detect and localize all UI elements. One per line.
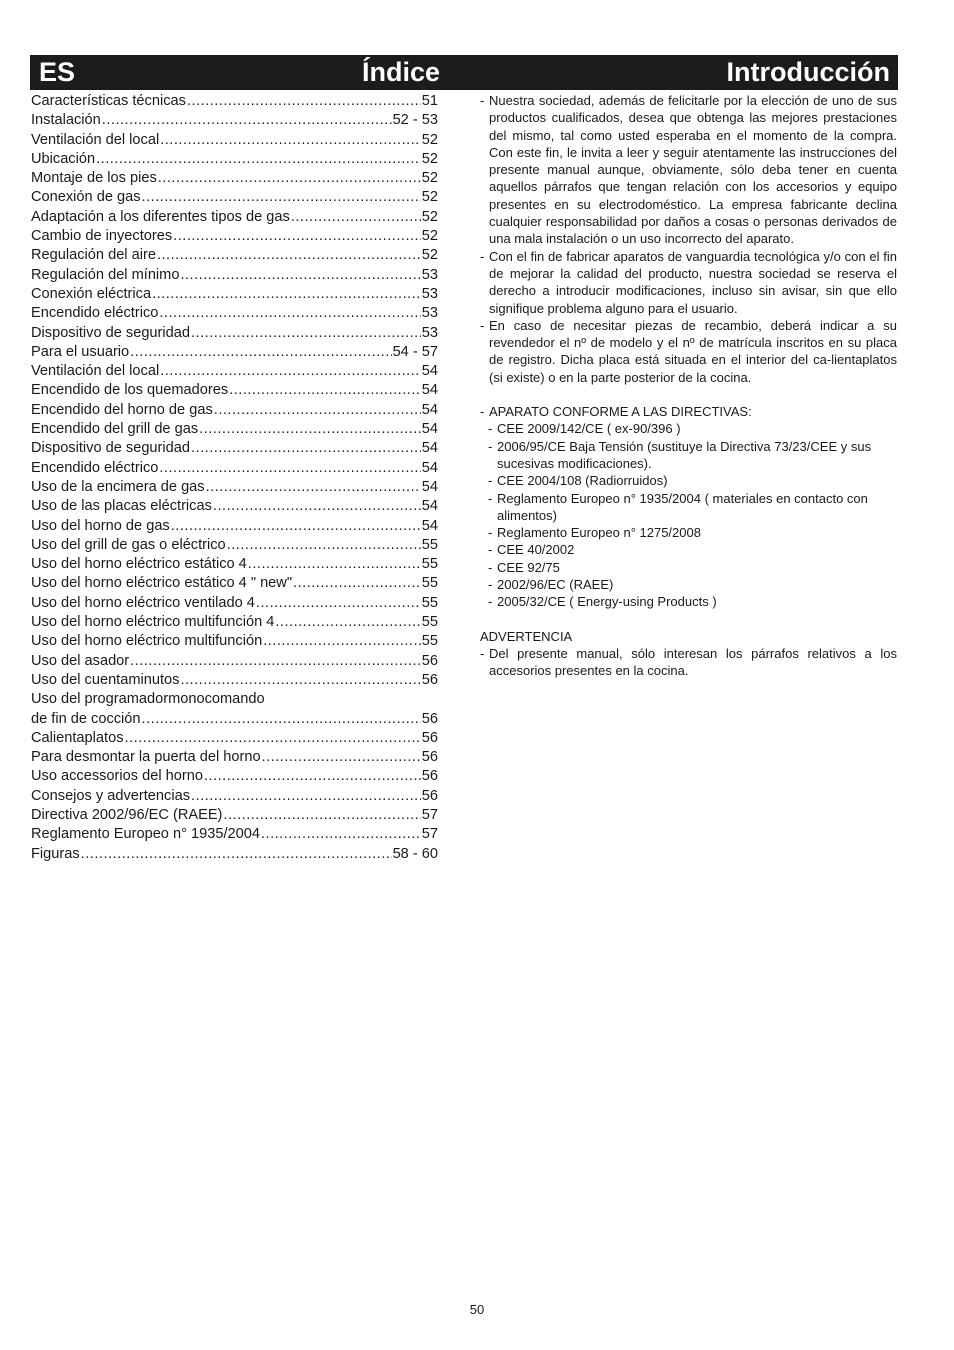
toc-entry <box>31 208 438 227</box>
toc-entry <box>31 632 438 651</box>
bullet-dash: - <box>488 525 493 541</box>
toc-entry-page: 52 <box>421 189 438 206</box>
intro-paragraph-text: Nuestra sociedad, además de felicitarle por la elección de uno de sus productos cualificados, desea que obtenga las mejores prestaciones del mismo, tal como usted esperaba en el momento de la compra. Con este fin, le invita a leer y seguir atentamente las instrucciones del presente manual aunque, obviamente, sólo deba tener en cuenta aquellos párrafos que tengan relación con los accesorios y equipo presentes en su electrodoméstico. La empresa fabricante declina cualquier responsabilidad por daños a cosas o personas derivados de una mala instalación o un uso incorrecto del aparato. <box>489 93 897 247</box>
bullet-dash: - <box>488 421 493 437</box>
toc-entry <box>31 362 438 381</box>
directive-text: Reglamento Europeo n° 1275/2008 <box>497 525 701 541</box>
table-of-contents <box>31 92 438 864</box>
toc-entry-page: 52 <box>421 170 438 187</box>
toc-entry-title: Uso del horno de gas <box>31 517 170 534</box>
intro-paragraph <box>480 248 897 317</box>
toc-entry <box>31 845 438 864</box>
toc-entry-title: Uso del horno eléctrico ventilado 4 <box>31 594 255 611</box>
toc-entry-title: Uso del horno eléctrico multifunción <box>31 633 263 650</box>
toc-dot-leader <box>171 517 421 536</box>
intro-paragraph <box>480 92 897 248</box>
toc-entry <box>31 304 438 323</box>
toc-entry-title: Directiva 2002/96/EC (RAEE) <box>31 806 223 823</box>
toc-entry-page: 54 <box>421 382 438 399</box>
toc-entry-page: 54 <box>421 517 438 534</box>
toc-entry-page: 51 <box>421 93 438 109</box>
toc-dot-leader <box>191 324 421 343</box>
toc-entry-page: 52 <box>421 131 438 148</box>
toc-entry <box>31 246 438 265</box>
toc-entry-title: Reglamento Europeo n° 1935/2004 <box>31 826 260 843</box>
toc-entry-title: Encendido del horno de gas <box>31 401 213 418</box>
toc-entry <box>31 517 438 536</box>
toc-entry-title: Figuras <box>31 845 80 862</box>
directive-text: 2002/96/EC (RAEE) <box>497 577 614 593</box>
toc-entry-title: Uso del horno eléctrico estático 4 " new" <box>31 575 293 592</box>
toc-entry-title: de fin de cocción <box>31 710 141 727</box>
bullet-dash: - <box>488 473 493 489</box>
toc-entry-title: Calientaplatos <box>31 729 124 746</box>
directive-text: Reglamento Europeo n° 1935/2004 ( materiales en contacto con alimentos) <box>497 490 868 523</box>
toc-entry <box>31 420 438 439</box>
toc-entry-title: Dispositivo de seguridad <box>31 440 190 457</box>
toc-entry <box>31 613 438 632</box>
toc-entry-title: Uso del cuentaminutos <box>31 671 180 688</box>
toc-entry <box>31 439 438 458</box>
toc-entry-page: 56 <box>421 787 438 804</box>
bullet-dash: - <box>488 542 493 558</box>
directives-heading <box>480 403 897 420</box>
bullet-dash: - <box>480 248 485 264</box>
toc-entry-page: 54 <box>421 421 438 438</box>
directive-text: CEE 40/2002 <box>497 542 575 558</box>
toc-dot-leader <box>293 574 421 593</box>
toc-entry-page: 55 <box>421 556 438 573</box>
toc-entry-title: Encendido eléctrico <box>31 305 159 322</box>
toc-entry <box>31 92 438 111</box>
toc-entry <box>31 381 438 400</box>
toc-entry-page: 54 <box>421 478 438 495</box>
bullet-dash: - <box>488 438 493 454</box>
toc-entry-page: 56 <box>421 652 438 669</box>
toc-entry-page: 53 <box>421 285 438 302</box>
directive-text: 2005/32/CE ( Energy-using Products ) <box>497 594 717 610</box>
bullet-dash: - <box>480 93 485 108</box>
toc-entry-title: Uso del horno eléctrico estático 4 <box>31 556 247 573</box>
warning-heading: ADVERTENCIA <box>480 628 573 644</box>
toc-entry-title: Conexión de gas <box>31 189 141 206</box>
bullet-dash: - <box>488 559 493 575</box>
toc-entry-title: Dispositivo de seguridad <box>31 324 190 341</box>
toc-entry-title: Encendido de los quemadores <box>31 382 229 399</box>
toc-dot-leader <box>199 420 421 439</box>
toc-entry-page: 53 <box>421 324 438 341</box>
toc-dot-leader <box>160 131 421 150</box>
toc-entry-title: Uso del asador <box>31 652 130 669</box>
toc-entry-title: Uso del grill de gas o eléctrico <box>31 536 226 553</box>
toc-dot-leader <box>160 362 421 381</box>
toc-entry <box>31 188 438 207</box>
toc-dot-leader <box>229 381 421 400</box>
directive-item <box>480 559 897 576</box>
toc-entry-page: 52 <box>421 247 438 264</box>
toc-entry-page: 55 <box>421 536 438 553</box>
toc-entry <box>31 111 438 130</box>
directive-text: 2006/95/CE Baja Tensión (sustituye la Directiva 73/23/CEE y sus sucesivas modificaciones). <box>497 438 872 471</box>
warning-text: Del presente manual, sólo interesan los párrafos relativos a los accesorios presentes en la cocina. <box>489 645 897 679</box>
toc-entry-title: Uso del horno eléctrico multifunción 4 <box>31 614 275 631</box>
toc-dot-leader <box>261 825 421 844</box>
toc-entry-page: 55 <box>421 614 438 631</box>
directive-item <box>480 472 897 489</box>
toc-dot-leader <box>291 208 421 227</box>
toc-entry <box>31 825 438 844</box>
toc-entry-title: Para el usuario <box>31 343 130 360</box>
toc-entry-title: Características técnicas <box>31 93 186 109</box>
toc-entry <box>31 767 438 786</box>
index-title: Índice <box>362 57 441 87</box>
toc-dot-leader <box>180 266 420 285</box>
toc-entry-page: 52 <box>421 208 438 225</box>
toc-entry <box>31 478 438 497</box>
toc-dot-leader <box>130 652 421 671</box>
toc-entry-page: 54 <box>421 498 438 515</box>
toc-dot-leader <box>96 150 421 169</box>
toc-dot-leader <box>142 710 421 729</box>
toc-entry <box>31 150 438 169</box>
toc-entry <box>31 227 438 246</box>
toc-dot-leader <box>191 787 421 806</box>
toc-dot-leader <box>130 343 391 362</box>
toc-dot-leader <box>180 671 420 690</box>
toc-entry-title: Encendido del grill de gas <box>31 421 199 438</box>
introduction-section <box>480 92 897 680</box>
toc-entry <box>31 710 438 729</box>
toc-entry-page: 57 <box>421 826 438 843</box>
directive-text: CEE 2009/142/CE ( ex-90/396 ) <box>497 421 681 437</box>
directive-item <box>480 593 897 610</box>
toc-entry-title: Consejos y advertencias <box>31 787 190 804</box>
toc-entry <box>31 806 438 825</box>
directive-item <box>480 541 897 558</box>
intro-paragraph <box>480 317 897 386</box>
toc-entry <box>31 555 438 574</box>
toc-entry-page: 56 <box>421 710 438 727</box>
toc-entry <box>31 748 438 767</box>
directive-item <box>480 576 897 593</box>
toc-entry <box>31 497 438 516</box>
directive-item <box>480 420 897 437</box>
toc-entry-page: 56 <box>421 671 438 688</box>
directives-heading-text: APARATO CONFORME A LAS DIRECTIVAS: <box>489 404 752 420</box>
toc-entry-page: 58 - 60 <box>392 845 438 862</box>
toc-entry <box>31 459 438 478</box>
toc-entry-title: Para desmontar la puerta del horno <box>31 749 261 766</box>
toc-dot-leader <box>152 285 421 304</box>
toc-dot-leader <box>275 613 420 632</box>
toc-dot-leader <box>214 401 421 420</box>
page-number: 50 <box>469 1302 485 1317</box>
toc-dot-leader <box>263 632 421 651</box>
toc-dot-leader <box>158 169 421 188</box>
toc-entry-page: 53 <box>421 266 438 283</box>
toc-entry <box>31 266 438 285</box>
toc-entry-page: 52 - 53 <box>392 112 438 129</box>
toc-entry <box>31 652 438 671</box>
toc-entry <box>31 285 438 304</box>
toc-dot-leader <box>81 845 392 864</box>
bullet-dash: - <box>488 577 493 593</box>
bullet-dash: - <box>480 645 485 661</box>
toc-dot-leader <box>173 227 421 246</box>
toc-entry-title: Adaptación a los diferentes tipos de gas <box>31 208 290 225</box>
toc-entry-title: Regulación del aire <box>31 247 156 264</box>
toc-entry-page: 52 <box>421 228 438 245</box>
toc-entry <box>31 671 438 690</box>
toc-entry <box>31 536 438 555</box>
toc-entry-page: 54 <box>421 401 438 418</box>
toc-entry-title: Regulación del mínimo <box>31 266 180 283</box>
directive-item <box>480 490 897 525</box>
bullet-dash: - <box>488 594 493 610</box>
toc-entry-page: 56 <box>421 749 438 766</box>
directive-item <box>480 524 897 541</box>
toc-entry-page: 54 <box>421 440 438 457</box>
toc-entry-page: 55 <box>421 575 438 592</box>
directive-text: CEE 92/75 <box>497 559 560 575</box>
toc-entry <box>31 594 438 613</box>
directive-item <box>480 438 897 473</box>
toc-entry <box>31 343 438 362</box>
toc-entry <box>31 574 438 593</box>
toc-dot-leader <box>204 767 421 786</box>
toc-entry-page: 54 <box>421 363 438 380</box>
toc-dot-leader <box>125 729 421 748</box>
intro-paragraph-text: En caso de necesitar piezas de recambio, deberá indicar a su revendedor el nº de modelo y el nº de matrícula inscritos en su placa de registro. Dicha placa está situada en el interior del ca-lientaplatos (si existe) o en la parte posterior de la cocina. <box>489 317 897 385</box>
toc-entry-title: Ubicación <box>31 150 96 167</box>
toc-dot-leader <box>157 246 421 265</box>
spacer <box>480 386 897 403</box>
toc-entry-title: Uso de la encimera de gas <box>31 478 205 495</box>
toc-dot-leader <box>213 497 421 516</box>
toc-entry-page: 54 <box>421 459 438 476</box>
toc-dot-leader <box>159 304 420 323</box>
toc-entry-title: Ventilación del local <box>31 131 160 148</box>
bullet-dash: - <box>480 404 485 420</box>
toc-entry-page: 56 <box>421 768 438 785</box>
toc-entry-page: 55 <box>421 633 438 650</box>
toc-dot-leader <box>227 536 421 555</box>
toc-entry-title: Conexión eléctrica <box>31 285 152 302</box>
toc-entry-page: 57 <box>421 806 438 823</box>
header-bar <box>30 55 898 90</box>
toc-entry-title: Instalación <box>31 112 101 129</box>
introduction-title: Introducción <box>726 57 890 87</box>
toc-entry-page: 53 <box>421 305 438 322</box>
warning-paragraph <box>480 645 897 680</box>
toc-entry <box>31 787 438 806</box>
language-code: ES <box>39 57 76 87</box>
toc-dot-leader <box>248 555 421 574</box>
toc-entry <box>31 729 438 748</box>
toc-entry-title: Encendido eléctrico <box>31 459 159 476</box>
directives-list <box>480 420 897 610</box>
toc-entry-title: Ventilación del local <box>31 363 160 380</box>
toc-dot-leader <box>206 478 421 497</box>
bullet-dash: - <box>480 317 485 333</box>
toc-dot-leader <box>142 188 421 207</box>
toc-entry-page: 55 <box>421 594 438 611</box>
toc-dot-leader <box>262 748 421 767</box>
intro-paragraph-text: Con el fin de fabricar aparatos de vanguardia tecnológica y/o con el fin de mejorar la calidad del producto, nuestra sociedad se reserva el derecho a introducir modificaciones, incluso sin avisar, sin que ello signifique problema alguno para el usuario. <box>489 248 897 316</box>
toc-entry-title: Uso accessorios del horno <box>31 768 203 785</box>
toc-entry-page: 52 <box>421 150 438 167</box>
toc-entry <box>31 690 438 709</box>
toc-entry-title: Cambio de inyectores <box>31 228 173 245</box>
toc-dot-leader <box>187 92 421 111</box>
toc-dot-leader <box>223 806 420 825</box>
toc-entry-title: Uso de las placas eléctricas <box>31 498 212 515</box>
toc-entry-title: Uso del programadormonocomando <box>31 691 265 708</box>
toc-entry-page: 56 <box>421 729 438 746</box>
toc-dot-leader <box>256 594 421 613</box>
toc-dot-leader <box>191 439 421 458</box>
toc-entry <box>31 324 438 343</box>
toc-entry <box>31 131 438 150</box>
toc-entry-page: 54 - 57 <box>392 343 438 360</box>
directive-text: CEE 2004/108 (Radiorruidos) <box>497 473 668 489</box>
toc-entry <box>31 169 438 188</box>
toc-entry-title: Montaje de los pies <box>31 170 157 187</box>
toc-dot-leader <box>102 111 392 130</box>
toc-entry <box>31 401 438 420</box>
toc-dot-leader <box>159 459 420 478</box>
bullet-dash: - <box>488 490 493 506</box>
